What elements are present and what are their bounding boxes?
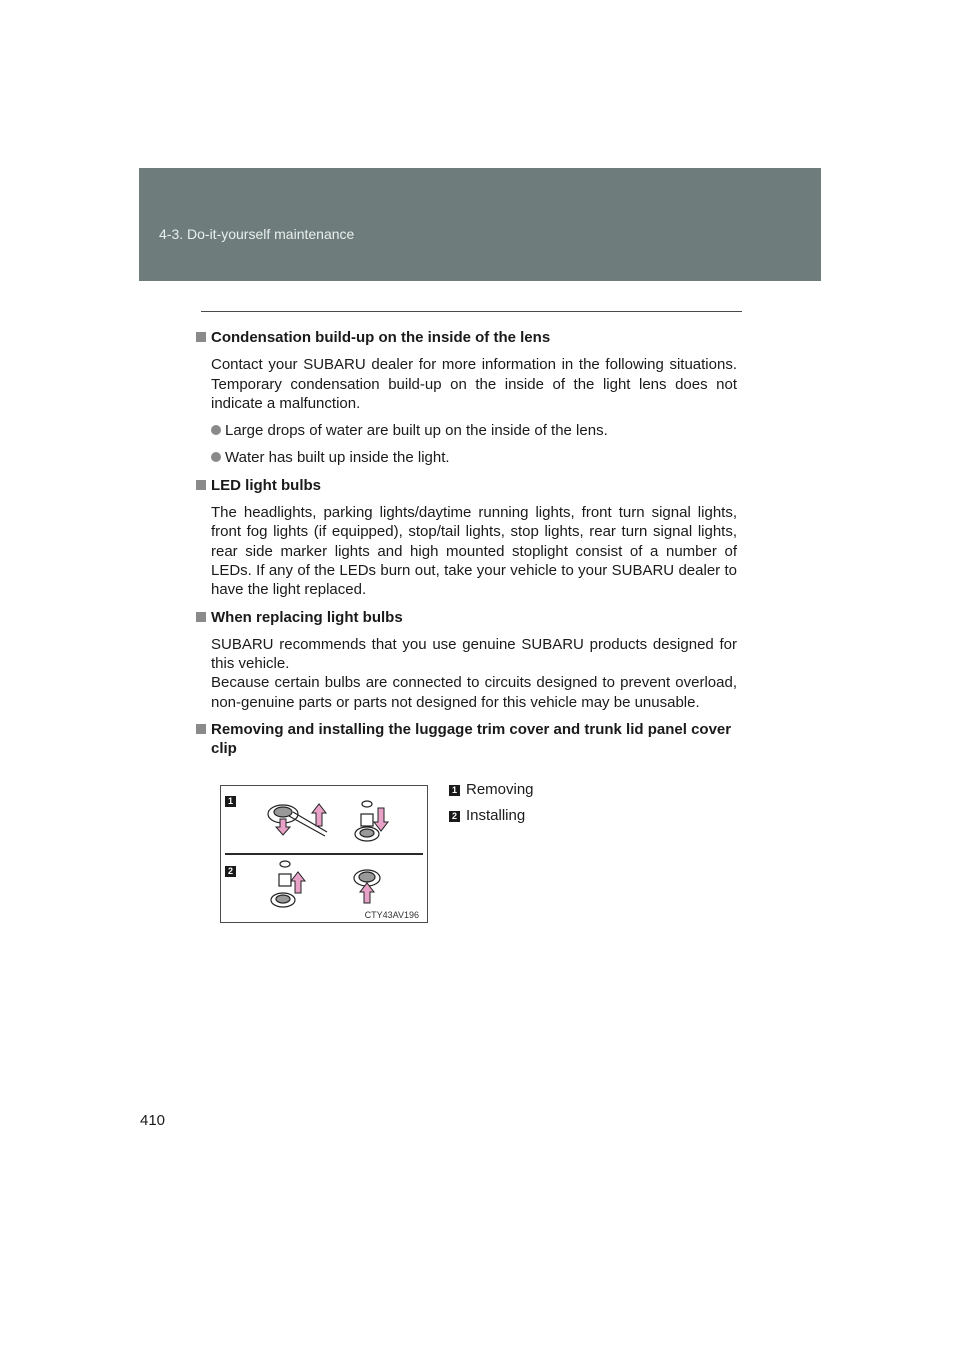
content-body xyxy=(211,328,737,767)
arrow-down-icon xyxy=(374,808,388,831)
square-bullet-icon xyxy=(196,480,206,490)
step-badge-2: 2 xyxy=(225,866,236,877)
circle-bullet-icon xyxy=(211,425,221,435)
list-item: Large drops of water are built up on the inside of the lens. xyxy=(211,421,737,440)
legend-item-installing: 2 Installing xyxy=(449,807,525,824)
paragraph: Because certain bulbs are connected to circuits designed to prevent overload, non-genuine parts or parts not designed for this vehicle may be unusable. xyxy=(211,674,737,711)
paragraph: Contact your SUBARU dealer for more information in the following situations. Temporary condensation build-up on the inside of the light lens does not indicate a malfunction. xyxy=(211,356,737,412)
clip-remove-body-icon xyxy=(355,801,379,841)
square-bullet-icon xyxy=(196,612,206,622)
heading-led-bulbs: LED light bulbs xyxy=(196,476,737,495)
section-title: 4-3. Do-it-yourself maintenance xyxy=(159,226,355,242)
header-band xyxy=(139,168,821,281)
clip-illustration xyxy=(220,785,428,923)
square-bullet-icon xyxy=(196,332,206,342)
paragraph: The headlights, parking lights/daytime running lights, front turn signal lights, front fog lights (if equipped), stop/tail lights, stop lights, rear turn signal lights, rear side marker lights and high mounted stoplight consist of a number of LEDs. If any of the LEDs burn out, take your vehicle to your SUBARU dealer to have the light replaced. xyxy=(211,504,737,599)
page-number: 410 xyxy=(140,1112,166,1129)
heading-condensation: Condensation build-up on the inside of the lens xyxy=(196,328,737,347)
step-badge-1: 1 xyxy=(225,796,236,807)
circle-bullet-icon xyxy=(211,452,221,462)
heading-trim-cover-clip: Removing and installing the luggage trim cover and trunk lid panel cover clip xyxy=(196,720,737,759)
paragraph: SUBARU recommends that you use genuine SUBARU products designed for this vehicle. xyxy=(211,635,737,673)
figure-code: CTY43AV196 xyxy=(364,910,419,920)
legend-item-removing: 1 Removing xyxy=(449,781,534,798)
arrow-up-icon xyxy=(291,872,305,893)
heading-replacing-bulbs: When replacing light bulbs xyxy=(196,608,737,627)
section-rule xyxy=(201,311,742,312)
list-item: Water has built up inside the light. xyxy=(211,448,737,467)
clip-install-body-icon xyxy=(271,861,295,907)
clip-drawing xyxy=(221,786,427,922)
arrow-up-icon xyxy=(312,804,326,826)
step-badge-2: 2 xyxy=(449,811,460,822)
step-badge-1: 1 xyxy=(449,785,460,796)
square-bullet-icon xyxy=(196,724,206,734)
